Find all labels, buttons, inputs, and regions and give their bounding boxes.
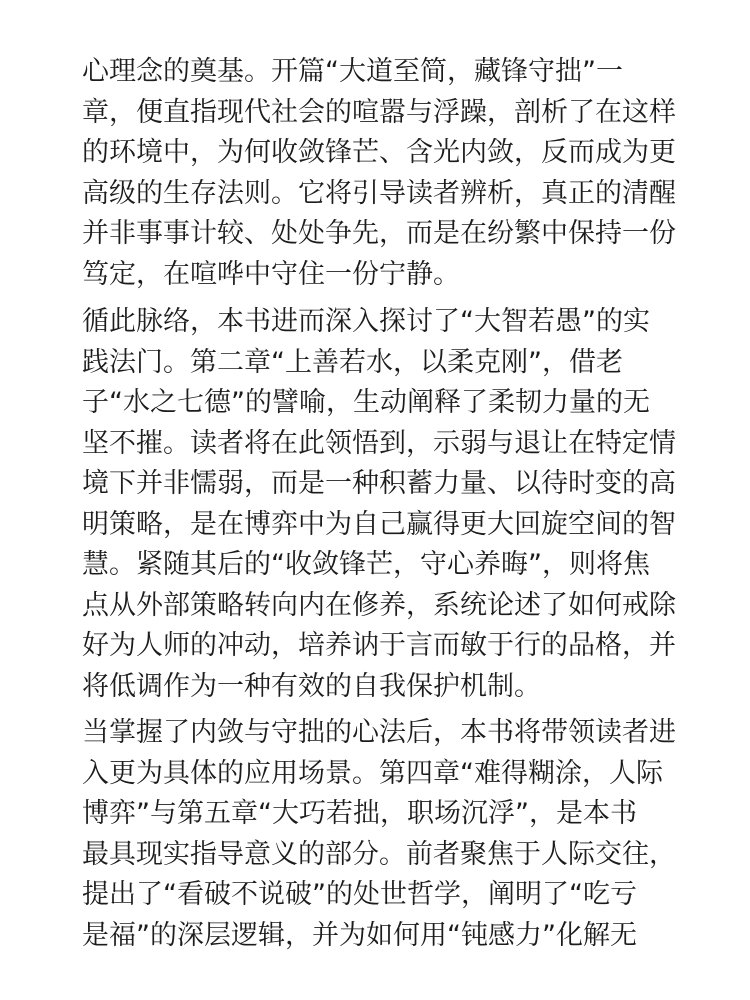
text-line: 点从外部策略转向内在修养，系统论述了如何戒除 — [82, 589, 676, 621]
text-line: 高级的生存法则。它将引导读者辨析，真正的清醒 — [82, 177, 676, 209]
text-line: 践法门。第二章“上善若水，以柔克刚”，借老 — [82, 346, 623, 378]
text-line: 将低调作为一种有效的自我保护机制。 — [82, 670, 541, 702]
paragraph-1 — [82, 52, 682, 295]
text-line: 坚不摧。读者将在此领悟到，示弱与退让在特定情 — [82, 427, 676, 459]
text-line: 慧。紧随其后的“收敛锋芒，守心养晦”，则将焦 — [82, 549, 650, 580]
text-line: 的环境中，为何收敛锋芒、含光内敛，反而成为更 — [82, 137, 676, 168]
text-line: 境下并非懦弱，而是一种积蓄力量、以待时变的高 — [82, 468, 676, 499]
text-line: 并非事事计较、处处争先，而是在纷繁中保持一份 — [82, 218, 676, 249]
text-line: 博弈”与第五章“大巧若拙，职场沉浮”，是本书 — [82, 798, 637, 829]
text-line: 入更为具体的应用场景。第四章“难得糊涂，人际 — [82, 757, 663, 789]
text-line: 明策略，是在博弈中为自己赢得更大回旋空间的智 — [82, 508, 676, 540]
text-line: 子“水之七德”的譬喻，生动阐释了柔韧力量的无 — [82, 387, 650, 418]
text-line: 当掌握了内敛与守拙的心法后，本书将带领读者进 — [82, 717, 676, 748]
text-line: 心理念的奠基。开篇“大道至简，藏锋守拙”一 — [82, 56, 623, 87]
text-line: 循此脉络，本书进而深入探讨了“大智若愚”的实 — [82, 306, 650, 337]
paragraph-2 — [82, 302, 682, 707]
text-line: 章，便直指现代社会的喧嚣与浮躁，剖析了在这样 — [82, 96, 676, 128]
text-line: 是福”的深层逻辑，并为如何用“钝感力”化解无 — [82, 919, 637, 951]
text-line: 提出了“看破不说破”的处世哲学，阐明了“吃亏 — [82, 879, 637, 910]
text-line: 笃定，在喧哗中守住一份宁静。 — [82, 258, 460, 290]
text-line: 好为人师的冲动，培养讷于言而敏于行的品格，并 — [82, 630, 676, 661]
text-line: 最具现实指导意义的部分。前者聚焦于人际交往， — [82, 838, 676, 870]
paragraph-3 — [82, 713, 682, 956]
